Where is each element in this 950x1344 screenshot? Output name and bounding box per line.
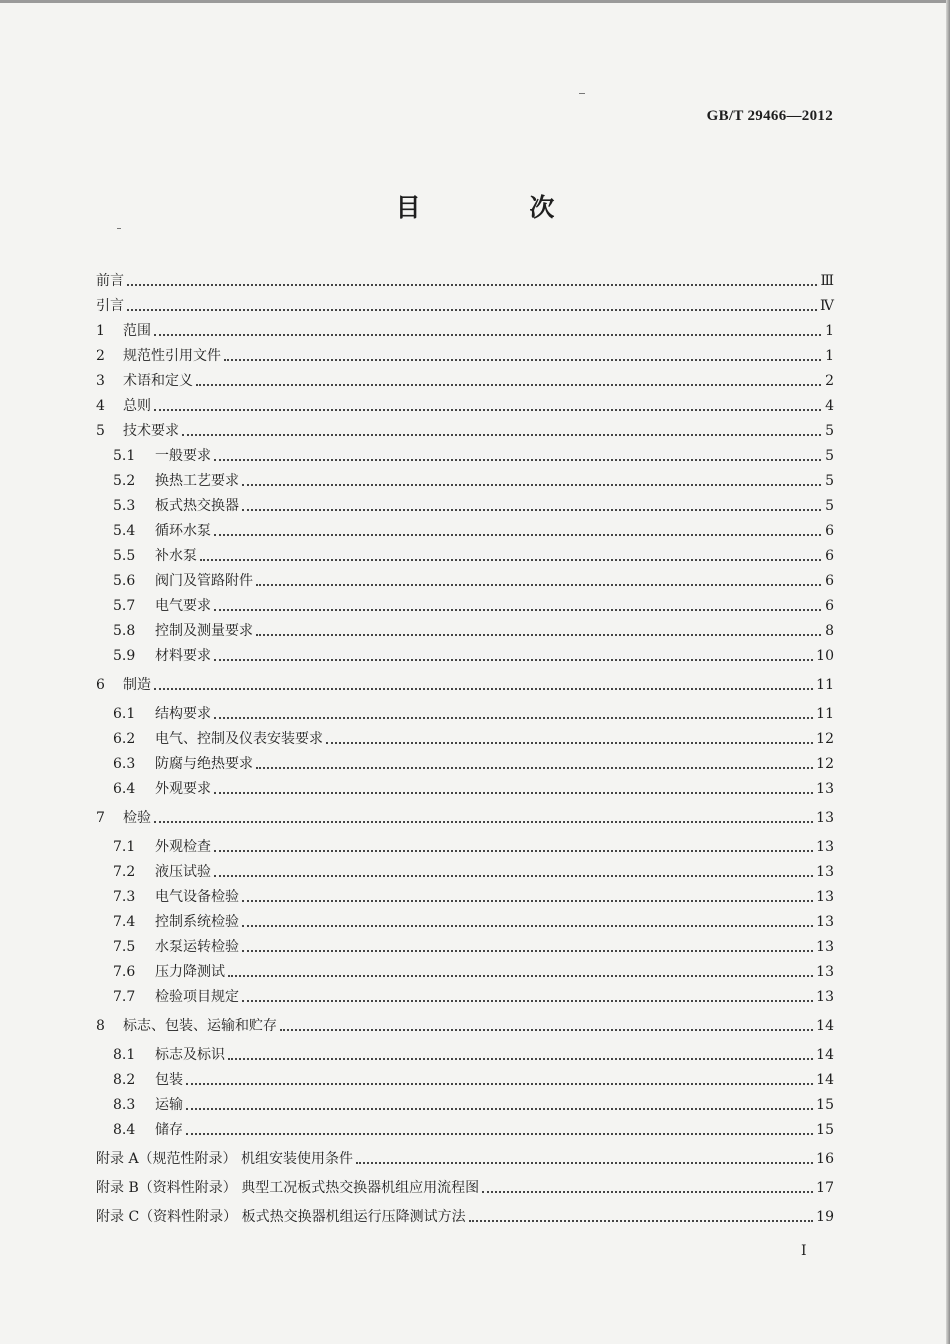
toc-entry-page: 10 [816,648,834,664]
toc-entry[interactable] [96,674,834,694]
toc-entry[interactable] [113,1094,834,1114]
toc-entry-number: 7.1 [113,839,136,855]
toc-entry-label: 储存 [155,1122,183,1138]
toc-entry-label: 材料要求 [155,648,211,664]
toc-entry[interactable] [113,470,834,490]
dot-leader [242,509,821,511]
toc-entry-label: 一般要求 [155,448,211,464]
toc-entry-label: 规范性引用文件 [123,348,221,364]
toc-entry-page: 8 [825,623,834,639]
dot-leader [214,659,813,661]
toc-entry-page: 13 [816,781,834,797]
toc-entry-page: 12 [816,756,834,772]
toc-entry-page: 12 [816,731,834,747]
scan-speck [579,93,585,94]
dot-leader [154,821,813,823]
toc-entry-number: 5.4 [113,523,136,539]
dot-leader [214,459,821,461]
toc-entry-page: 14 [816,1072,834,1088]
dot-leader [214,717,813,719]
toc-entry-label: 压力降测试 [155,964,225,980]
toc-entry-number: 5.5 [113,548,136,564]
toc-entry-number: 6.2 [113,731,136,747]
toc-entry[interactable] [96,1177,834,1197]
dot-leader [482,1191,813,1193]
page-title: 目 次 [395,193,605,222]
toc-entry-page: 13 [816,864,834,880]
dot-leader [242,925,813,927]
toc-entry[interactable] [96,320,834,340]
toc-entry-number: 5.7 [113,598,136,614]
dot-leader [154,334,821,336]
toc-entry[interactable] [96,345,834,365]
toc-entry-label: 范围 [123,323,151,339]
toc-entry-page: 13 [816,810,834,826]
toc-entry-page: 13 [816,889,834,905]
toc-entry-number: 5.3 [113,498,136,514]
scan-top-edge [0,0,950,3]
toc-entry-label: 控制及测量要求 [155,623,253,639]
toc-entry[interactable] [113,703,834,723]
dot-leader [214,792,813,794]
toc-entry-number: 5.1 [113,448,136,464]
scan-speck [117,228,121,229]
toc-entry-label: 外观要求 [155,781,211,797]
toc-entry[interactable] [96,420,834,440]
toc-entry-label: 前言 [96,273,124,289]
toc-entry-label: 标志及标识 [155,1047,225,1063]
toc-entry[interactable] [113,861,834,881]
toc-entry-page: 14 [816,1047,834,1063]
toc-entry-label: 控制系统检验 [155,914,239,930]
document-number: GB/T 29466—2012 [706,108,833,124]
toc-entry-number: 7.2 [113,864,136,880]
toc-entry-label: 液压试验 [155,864,211,880]
dot-leader [214,609,821,611]
toc-entry-number: 5.2 [113,473,136,489]
toc-entry-label: 电气、控制及仪表安装要求 [155,731,323,747]
toc-entry-number: 3 [96,373,105,389]
toc-entry-label: 阀门及管路附件 [155,573,253,589]
toc-entry-number: 8.4 [113,1122,136,1138]
toc-entry-label: 防腐与绝热要求 [155,756,253,772]
toc-entry-page: 15 [816,1097,834,1113]
toc-entry-page: 5 [825,423,834,439]
dot-leader [127,284,817,286]
toc-entry[interactable] [113,495,834,515]
dot-leader [280,1029,813,1031]
toc-entry-page: 5 [825,498,834,514]
toc-entry[interactable] [113,570,834,590]
toc-entry-label: 包装 [155,1072,183,1088]
dot-leader [154,409,821,411]
dot-leader [256,634,821,636]
toc-entry-page: 16 [816,1151,834,1167]
toc-entry-page: 17 [816,1180,834,1196]
toc-entry[interactable] [96,1148,834,1168]
toc-entry-page: 13 [816,989,834,1005]
dot-leader [228,1058,813,1060]
toc-entry-number: 7.4 [113,914,136,930]
toc-entry-number: 2 [96,348,105,364]
toc-entry-number: 7.6 [113,964,136,980]
dot-leader [200,559,821,561]
toc-entry-page: Ⅳ [820,298,834,314]
toc-entry[interactable] [96,807,834,827]
toc-entry-page: 6 [825,598,834,614]
toc-entry[interactable] [96,1015,834,1035]
toc-entry[interactable] [113,753,834,773]
toc-entry-label: 检验项目规定 [155,989,239,1005]
toc-entry-label: 水泵运转检验 [155,939,239,955]
dot-leader [214,850,813,852]
toc-entry[interactable] [113,961,834,981]
toc-entry-label: 检验 [123,810,151,826]
toc-entry-number: 6.4 [113,781,136,797]
dot-leader [186,1083,813,1085]
toc-entry-number: 8.1 [113,1047,136,1063]
toc-entry-number: 7 [96,810,105,826]
toc-entry[interactable] [113,620,834,640]
dot-leader [242,1000,813,1002]
toc-entry[interactable] [96,295,834,315]
toc-entry-label: 运输 [155,1097,183,1113]
toc-entry-page: 19 [816,1209,834,1225]
dot-leader [196,384,821,386]
toc-entry-page: 5 [825,448,834,464]
dot-leader [356,1162,813,1164]
dot-leader [326,742,813,744]
dot-leader [214,875,813,877]
dot-leader [186,1108,813,1110]
toc-entry-number: 8.2 [113,1072,136,1088]
toc-entry-page: 6 [825,523,834,539]
toc-entry-number: 6.1 [113,706,136,722]
dot-leader [154,688,813,690]
toc-entry-label: 技术要求 [123,423,179,439]
toc-entry[interactable] [113,645,834,665]
toc-entry[interactable] [113,1119,834,1139]
toc-entry-page: 13 [816,914,834,930]
toc-entry-label: 循环水泵 [155,523,211,539]
toc-entry-label: 术语和定义 [123,373,193,389]
toc-entry[interactable] [96,370,834,390]
toc-entry[interactable] [113,595,834,615]
toc-entry[interactable] [113,545,834,565]
toc-entry-label: 附录 C（资料性附录） 板式热交换器机组运行压降测试方法 [96,1209,466,1225]
toc-entry-number: 4 [96,398,105,414]
toc-entry-page: 6 [825,548,834,564]
toc-entry-number: 5.6 [113,573,136,589]
toc-entry-label: 电气设备检验 [155,889,239,905]
toc-entry-page: 6 [825,573,834,589]
toc-entry[interactable] [113,886,834,906]
toc-entry[interactable] [113,520,834,540]
dot-leader [242,900,813,902]
toc-entry[interactable] [113,836,834,856]
dot-leader [127,309,817,311]
toc-entry[interactable] [113,986,834,1006]
toc-entry-label: 补水泵 [155,548,197,564]
dot-leader [242,950,813,952]
toc-entry-label: 换热工艺要求 [155,473,239,489]
toc-entry-page: 13 [816,839,834,855]
toc-entry-number: 5.8 [113,623,136,639]
toc-entry[interactable] [113,911,834,931]
toc-entry-number: 8 [96,1018,105,1034]
dot-leader [224,359,821,361]
toc-entry-number: 8.3 [113,1097,136,1113]
toc-entry-number: 6.3 [113,756,136,772]
toc-entry-number: 5 [96,423,105,439]
toc-entry-number: 7.5 [113,939,136,955]
toc-entry-label: 外观检查 [155,839,211,855]
toc-entry-number: 5.9 [113,648,136,664]
toc-entry[interactable] [113,1069,834,1089]
toc-entry-page: Ⅲ [820,273,834,289]
toc-entry-label: 总则 [123,398,151,414]
toc-entry-page: 1 [825,348,834,364]
toc-entry[interactable] [96,270,834,290]
toc-entry-label: 结构要求 [155,706,211,722]
dot-leader [186,1133,813,1135]
toc-entry-page: 11 [816,706,834,722]
toc-entry-label: 电气要求 [155,598,211,614]
toc-entry-label: 制造 [123,677,151,693]
toc-entry[interactable] [113,445,834,465]
dot-leader [256,584,821,586]
toc-entry-page: 1 [825,323,834,339]
toc-entry[interactable] [113,728,834,748]
toc-entry-page: 14 [816,1018,834,1034]
toc-entry-label: 板式热交换器 [155,498,239,514]
toc-entry-number: 7.7 [113,989,136,1005]
dot-leader [214,534,821,536]
toc-entry[interactable] [113,936,834,956]
dot-leader [228,975,813,977]
toc-entry-number: 6 [96,677,105,693]
dot-leader [469,1220,814,1222]
dot-leader [242,484,821,486]
toc-entry-page: 13 [816,939,834,955]
toc-entry[interactable] [113,1044,834,1064]
page-folio: I [801,1243,807,1259]
toc-entry-number: 1 [96,323,105,339]
dot-leader [182,434,821,436]
toc-entry[interactable] [96,395,834,415]
toc-entry[interactable] [96,1206,834,1226]
toc-entry-number: 7.3 [113,889,136,905]
toc-entry-label: 标志、包装、运输和贮存 [123,1018,277,1034]
toc-entry-label: 附录 B（资料性附录） 典型工况板式热交换器机组应用流程图 [96,1180,480,1196]
dot-leader [256,767,813,769]
toc-entry-label: 引言 [96,298,124,314]
toc-entry-page: 4 [825,398,834,414]
toc-entry-page: 11 [816,677,834,693]
toc-entry-page: 13 [816,964,834,980]
toc-entry-label: 附录 A（规范性附录） 机组安装使用条件 [96,1151,354,1167]
toc-entry-page: 5 [825,473,834,489]
toc-entry[interactable] [113,778,834,798]
toc-entry-page: 15 [816,1122,834,1138]
toc-entry-page: 2 [825,373,834,389]
